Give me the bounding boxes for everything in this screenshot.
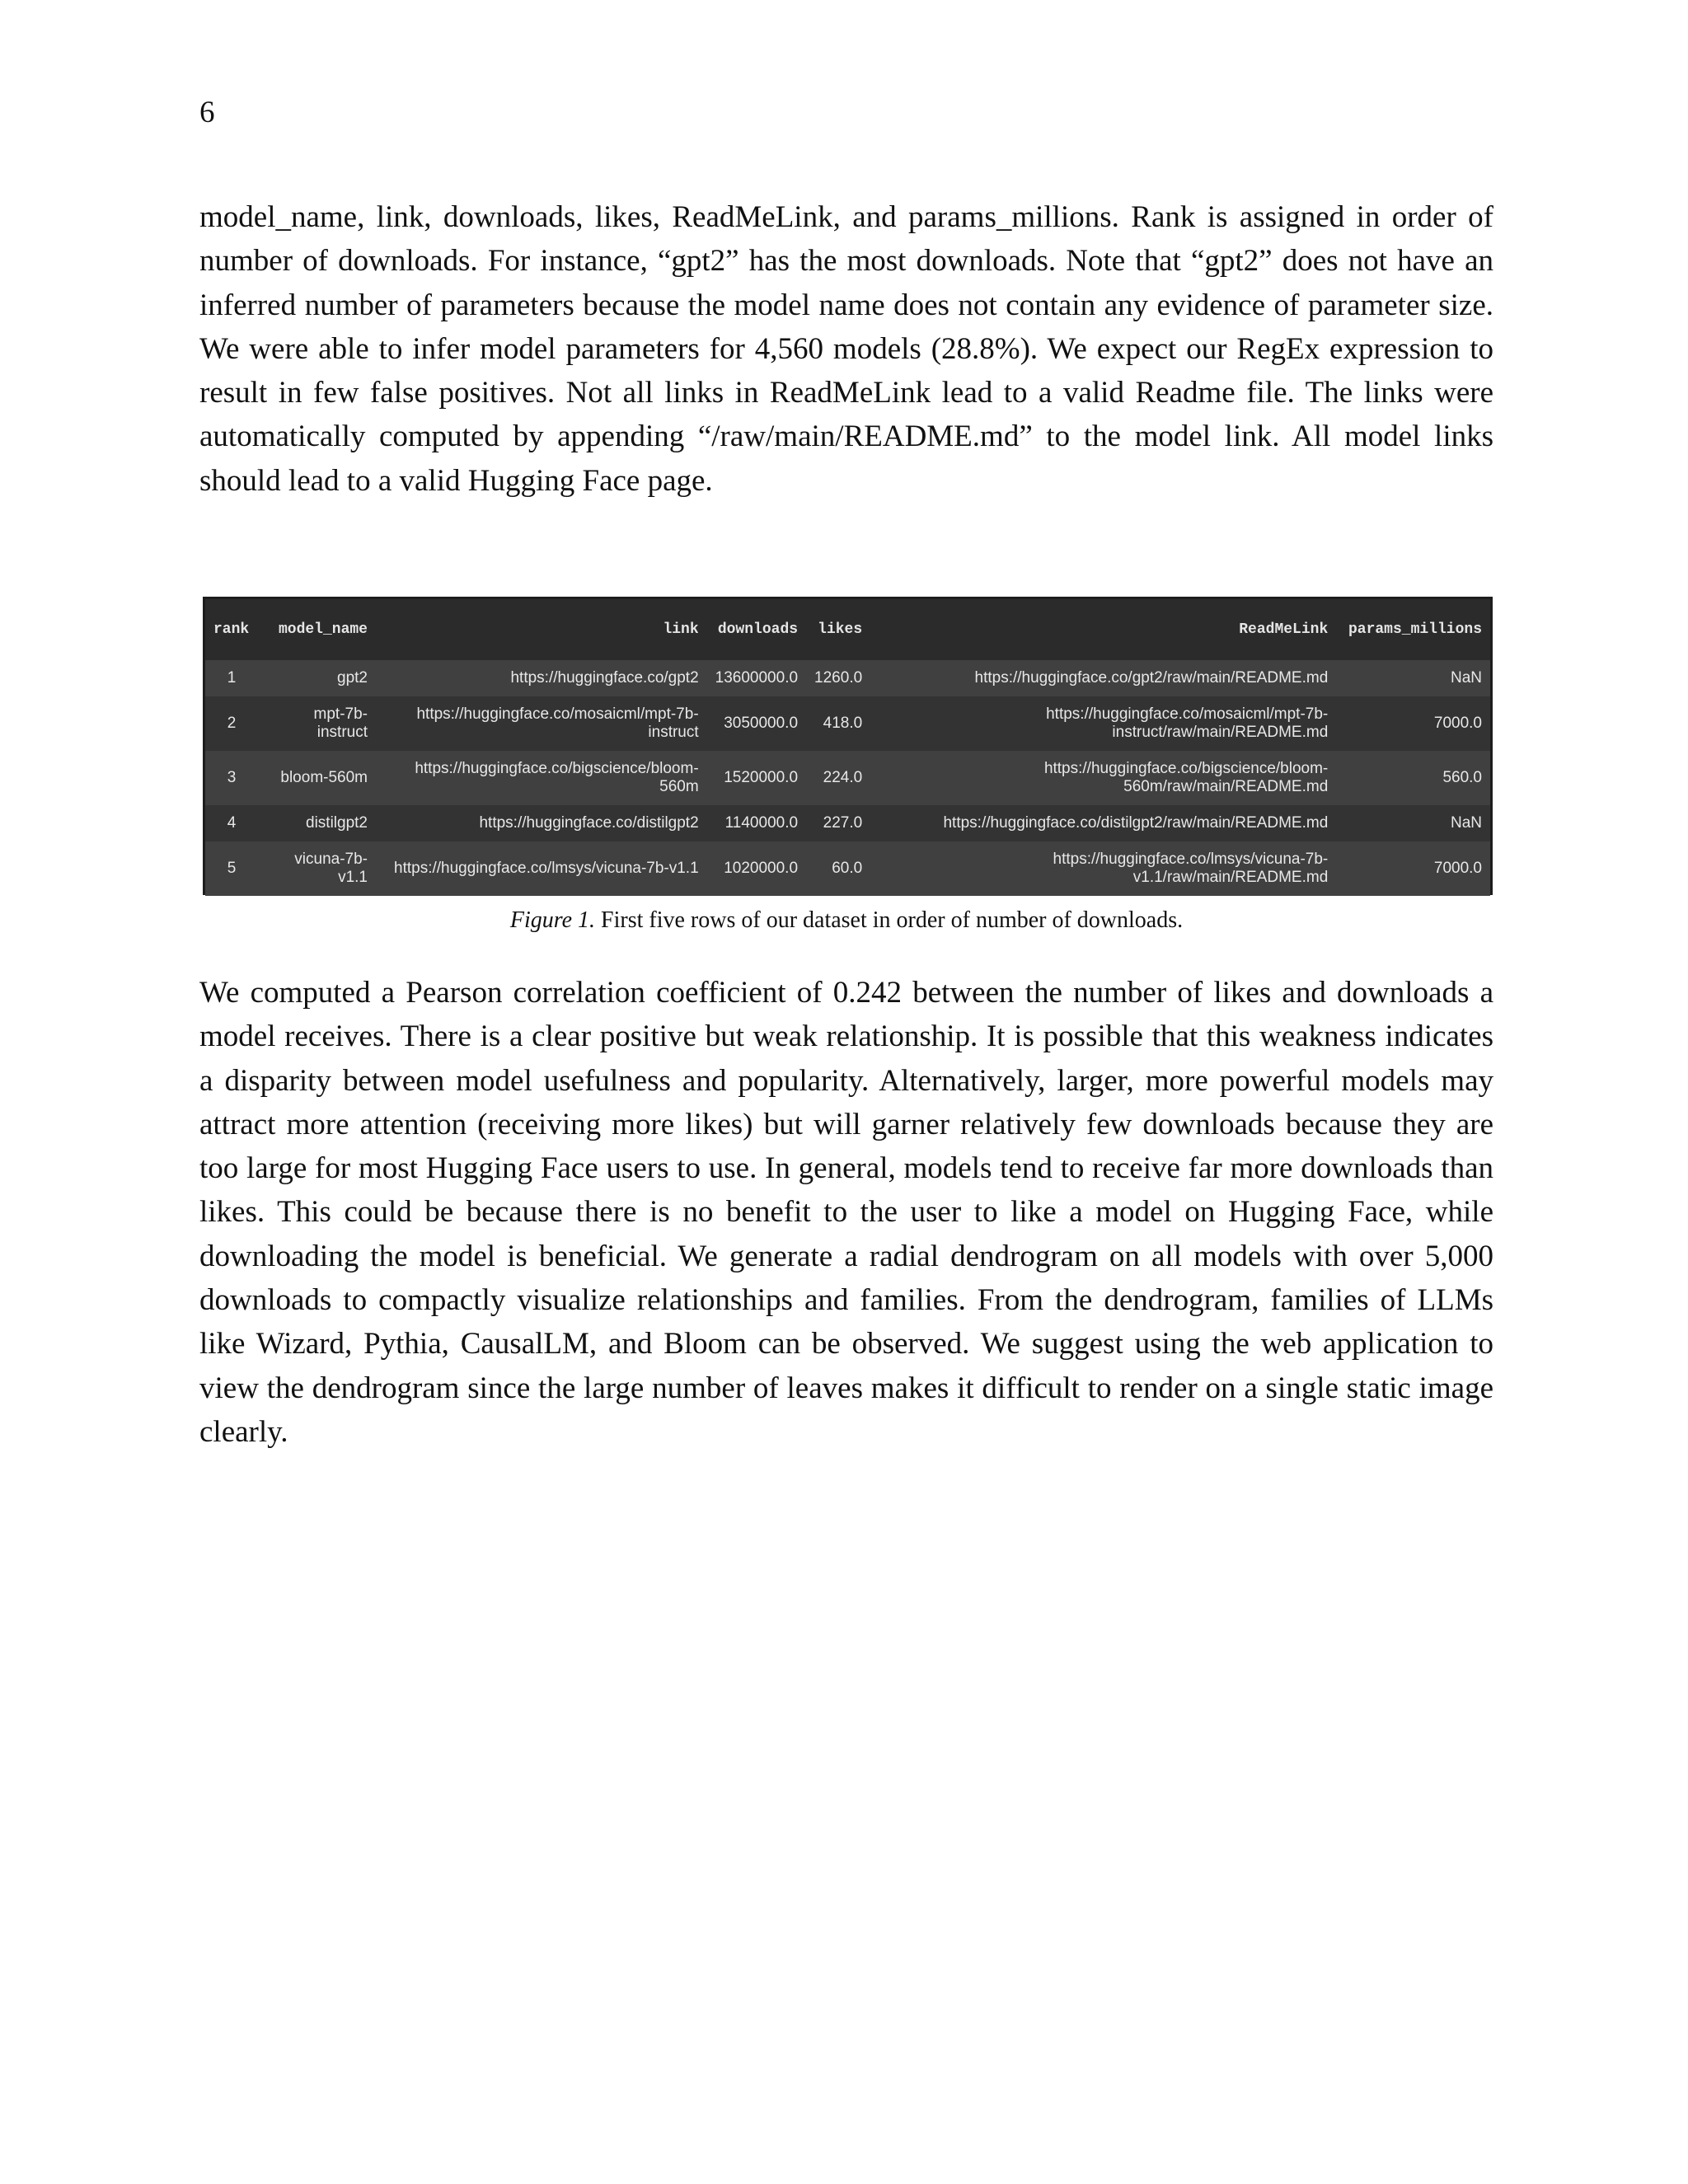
header-rank: rank xyxy=(213,621,250,638)
cell-likes: 418.0 xyxy=(806,696,870,751)
cell-rank: 2 xyxy=(205,696,258,751)
cell-likes: 227.0 xyxy=(806,805,870,841)
cell-likes: 1260.0 xyxy=(806,660,870,696)
table-row xyxy=(205,841,1490,896)
cell-link: https://huggingface.co/gpt2 xyxy=(376,660,707,696)
cell-rank: 4 xyxy=(205,805,258,841)
header-likes: likes xyxy=(818,621,863,638)
cell-rank: 3 xyxy=(205,751,258,805)
cell-params: NaN xyxy=(1336,805,1490,841)
cell-model-name: gpt2 xyxy=(258,660,376,696)
cell-readmelink: https://huggingface.co/mosaicml/mpt-7b-instruct/raw/main/README.md xyxy=(870,696,1336,751)
table-row xyxy=(205,660,1490,696)
header-link: link xyxy=(663,621,699,638)
cell-downloads: 13600000.0 xyxy=(707,660,806,696)
cell-params: NaN xyxy=(1336,660,1490,696)
header-readmelink: ReadMeLink xyxy=(1239,621,1329,638)
cell-link: https://huggingface.co/mosaicml/mpt-7b-instruct xyxy=(376,696,707,751)
cell-readmelink: https://huggingface.co/distilgpt2/raw/main/README.md xyxy=(870,805,1336,841)
cell-readmelink: https://huggingface.co/lmsys/vicuna-7b-v1.1/raw/main/README.md xyxy=(870,841,1336,896)
cell-link: https://huggingface.co/bigscience/bloom-560m xyxy=(376,751,707,805)
cell-downloads: 3050000.0 xyxy=(707,696,806,751)
page-number: 6 xyxy=(199,96,215,129)
cell-downloads: 1020000.0 xyxy=(707,841,806,896)
cell-link: https://huggingface.co/lmsys/vicuna-7b-v1.1 xyxy=(376,841,707,896)
table-row xyxy=(205,751,1490,805)
table-row xyxy=(205,805,1490,841)
dataset-table xyxy=(205,599,1490,896)
figure-caption xyxy=(199,907,1493,935)
cell-params: 7000.0 xyxy=(1336,841,1490,896)
header-model-name: model_name xyxy=(278,621,368,638)
table-row xyxy=(205,696,1490,751)
cell-link: https://huggingface.co/distilgpt2 xyxy=(376,805,707,841)
header-params-millions: params_millions xyxy=(1348,621,1482,638)
cell-params: 7000.0 xyxy=(1336,696,1490,751)
cell-likes: 224.0 xyxy=(806,751,870,805)
cell-downloads: 1140000.0 xyxy=(707,805,806,841)
figure-label: Figure 1. xyxy=(509,907,596,933)
figure-caption-text: First five rows of our dataset in order of number of downloads. xyxy=(595,907,1184,933)
body-paragraph-2: We computed a Pearson correlation coefficient of 0.242 between the number of likes and downloads a model receives. There is a clear positive but weak relationship. It is possible that this weakness indicates a disparity between model usefulness and popularity. Alternatively, larger, more powerful models may attract more attention (receiving more likes) but will garner relatively few downloads because they are too large for most Hugging Face users to use. In general, models tend to receive far more downloads than likes. This could be because there is no benefit to the user to like a model on Hugging Face, while downloading the model is beneficial. We generate a radial dendrogram on all models with over 5,000 downloads to compactly visualize relationships and families. From the dendrogram, families of LLMs like Wizard, Pythia, CausalLM, and Bloom can be observed. We suggest using the web application to view the dendrogram since the large number of leaves makes it difficult to render on a single static image clearly. xyxy=(199,976,1493,1449)
cell-downloads: 1520000.0 xyxy=(707,751,806,805)
cell-rank: 1 xyxy=(205,660,258,696)
cell-readmelink: https://huggingface.co/bigscience/bloom-560m/raw/main/README.md xyxy=(870,751,1336,805)
cell-likes: 60.0 xyxy=(806,841,870,896)
cell-readmelink: https://huggingface.co/gpt2/raw/main/README.md xyxy=(870,660,1336,696)
dataset-table-figure xyxy=(203,597,1493,895)
cell-rank: 5 xyxy=(205,841,258,896)
cell-model-name: bloom-560m xyxy=(258,751,376,805)
cell-params: 560.0 xyxy=(1336,751,1490,805)
header-downloads: downloads xyxy=(717,621,799,638)
table-header-row xyxy=(205,599,1490,660)
cell-model-name: vicuna-7b-v1.1 xyxy=(258,841,376,896)
cell-model-name: distilgpt2 xyxy=(258,805,376,841)
body-paragraph-1: model_name, link, downloads, likes, ReadMeLink, and params_millions. Rank is assigned in order of number of downloads. For instance, “gpt2” has the most downloads. Note that “gpt2” does not have an inferred number of parameters because the model name does not contain any evidence of parameter size. We were able to infer model parameters for 4,560 models (28.8%). We expect our RegEx expression to result in few false positives. Not all links in ReadMeLink lead to a valid Readme file. The links were automatically computed by appending “/raw/main/README.md” to the model link. All model links should lead to a valid Hugging Face page. xyxy=(199,200,1493,498)
cell-model-name: mpt-7b-instruct xyxy=(258,696,376,751)
